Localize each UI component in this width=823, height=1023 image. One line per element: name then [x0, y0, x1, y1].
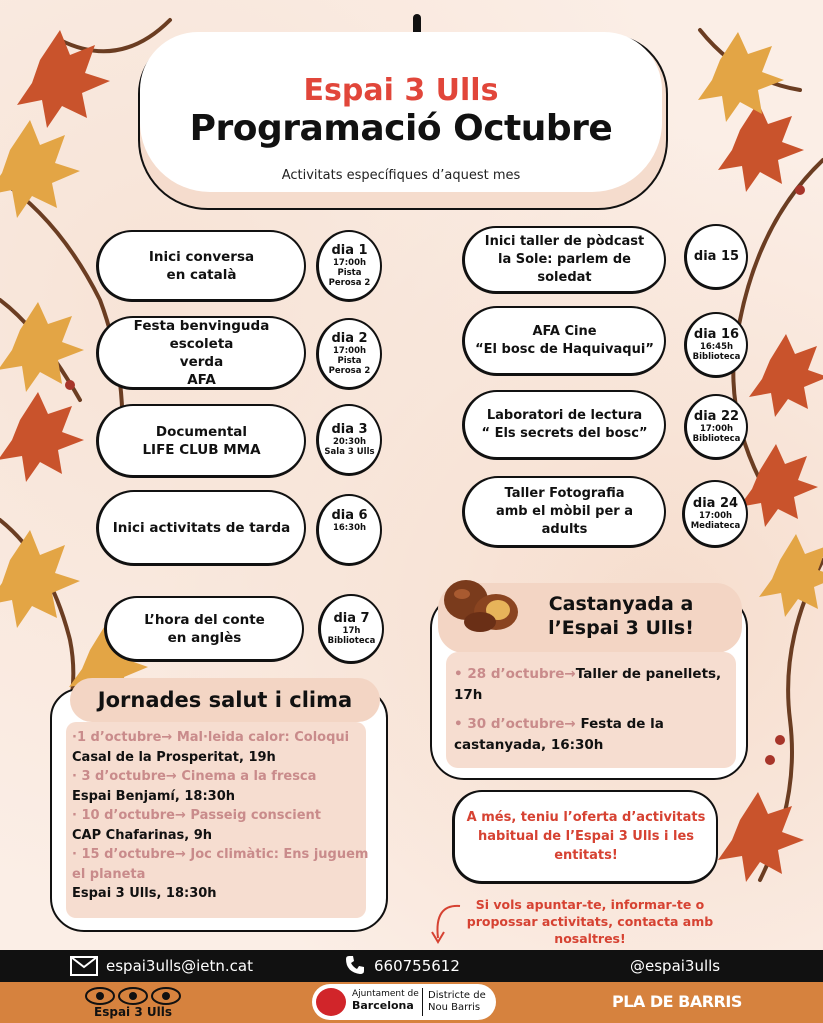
page-subtitle: Activitats específiques d’aquest mes: [281, 168, 521, 183]
pla-de-barris-logo: PLA DE BARRIS: [612, 992, 742, 1011]
jornades-item-place: Casal de la Prosperitat, 19h: [72, 749, 276, 765]
phone-icon: [344, 954, 366, 976]
ajuntament-text: [352, 989, 419, 1011]
event-day: dia 3: [331, 422, 368, 437]
castanyada-item: [454, 664, 734, 706]
event-day: dia 24: [692, 496, 739, 511]
jornades-item-date: · 10 d’octubre→ Passeig conscient: [72, 808, 321, 823]
event-line: verda: [179, 353, 224, 370]
event-place: Perosa 2: [328, 366, 371, 376]
event-line: Festa benvinguda escoleta: [133, 317, 270, 352]
event-pill-right-2: [462, 306, 666, 376]
jornades-item: [72, 806, 372, 845]
event-day: dia 1: [331, 243, 368, 258]
castanyada-title: [508, 592, 734, 640]
jornades-list: [72, 728, 372, 904]
event-line: “El bosc de Haquivaqui”: [475, 341, 654, 357]
event-line: Inici taller de pòdcast: [484, 233, 645, 249]
event-place: Pista: [337, 268, 362, 278]
jornades-item: [72, 728, 372, 767]
social-handle[interactable]: @espai3ulls: [630, 957, 721, 975]
event-pill-left-1: [96, 230, 306, 302]
castanyada-item-text: Taller de panellets, 17h: [454, 666, 722, 703]
event-line: Laboratori de lectura: [486, 407, 643, 423]
phone-link[interactable]: 660755612: [374, 957, 460, 975]
event-day: dia 2: [331, 331, 368, 346]
jornades-item-place: Espai Benjamí, 18:30h: [72, 788, 235, 804]
ajuntament-line: Barcelona: [352, 999, 414, 1012]
barcelona-shield-icon: [316, 988, 346, 1016]
castanyada-item-text: Festa de la castanyada, 16:30h: [454, 716, 664, 753]
castanyada-title-line: l’Espai 3 Ulls!: [548, 617, 694, 639]
event-pill-left-2: [96, 316, 306, 390]
email-link[interactable]: espai3ulls@ietn.cat: [106, 957, 253, 975]
castanyada-item-date: • 30 d’octubre→: [454, 716, 576, 732]
event-date-left-2: [316, 318, 382, 390]
event-line: “ Els secrets del bosc”: [481, 425, 648, 441]
event-place: Mediateca: [690, 521, 741, 531]
event-day: dia 22: [693, 409, 740, 424]
contact-text: Si vols apuntar-te, informar-te o propossar activitats, contacta amb nosaltres!: [466, 897, 714, 946]
event-date-left-3: [316, 404, 382, 476]
event-day: dia 7: [333, 611, 370, 626]
event-time: 17:00h: [332, 346, 367, 356]
event-line: Inici activitats de tarda: [112, 519, 291, 536]
event-day: dia 6: [331, 508, 368, 523]
event-line: Taller Fotografia: [504, 485, 625, 501]
castanyada-title-line: Castanyada a: [548, 593, 694, 615]
event-pill-right-3: [462, 390, 666, 460]
curved-arrow-icon: [424, 898, 464, 948]
event-date-left-5: [318, 594, 384, 664]
event-line: AFA Cine: [532, 323, 597, 339]
event-line: Inici conversa: [148, 248, 255, 265]
districte-text: [428, 990, 486, 1014]
event-pill-right-1: [462, 226, 666, 294]
event-line: en català: [166, 266, 237, 283]
event-date-right-1: [684, 224, 748, 290]
event-line: LIFE CLUB MMA: [142, 441, 261, 458]
jornades-item-place: CAP Chafarinas, 9h: [72, 827, 213, 843]
ajuntament-line: Ajuntament de: [352, 989, 419, 999]
event-date-right-3: [684, 394, 748, 460]
event-line: Documental: [155, 423, 248, 440]
castanyada-item-date: • 28 d’octubre→: [454, 666, 576, 682]
event-place: Biblioteca: [692, 352, 741, 362]
event-time: 17:00h: [698, 511, 733, 521]
event-time: 20:30h: [332, 437, 367, 447]
jornades-item: [72, 767, 372, 806]
event-line: L’hora del conte: [144, 611, 265, 628]
event-place: Biblioteca: [692, 434, 741, 444]
event-date-right-4: [682, 480, 748, 548]
page-title: Programació Octubre: [189, 108, 613, 149]
event-line: AFA: [187, 371, 216, 388]
event-day: dia 15: [693, 249, 740, 264]
logo-divider: [422, 988, 423, 1016]
event-place: Sala 3 Ulls: [324, 447, 375, 457]
event-line: la Sole: parlem de soledat: [497, 251, 631, 285]
jornades-item-place: Espai 3 Ulls, 18:30h: [72, 886, 217, 901]
districte-line: Districte de: [428, 990, 486, 1001]
event-date-left-4: [316, 494, 382, 566]
jornades-title: Jornades salut i clima: [97, 688, 353, 712]
org-name: Espai 3 Ulls: [303, 73, 499, 108]
event-place: Perosa 2: [328, 278, 371, 288]
event-pill-right-4: [462, 476, 666, 548]
jornades-item-date: · 3 d’octubre→ Cinema a la fresca: [72, 769, 317, 784]
jornades-item: [72, 845, 372, 904]
castanyada-item: [454, 714, 734, 756]
logo-label: Espai 3 Ulls: [94, 1005, 172, 1019]
event-line: amb el mòbil per a adults: [495, 503, 633, 537]
espai-3-ulls-logo-icon: [84, 985, 182, 1007]
event-time: 17:00h: [699, 424, 734, 434]
jornades-item-date: · 15 d’octubre→ Joc climàtic: Ens juguem el planeta: [72, 847, 369, 882]
event-pill-left-3: [96, 404, 306, 478]
event-pill-left-4: [96, 490, 306, 566]
event-time: 16:45h: [699, 342, 734, 352]
mail-icon: [70, 956, 98, 976]
jornades-item-date: ·1 d’octubre→ Mal·leida calor: Coloqui: [72, 730, 350, 745]
event-time: 16:30h: [332, 523, 367, 533]
event-date-left-1: [316, 230, 382, 302]
event-place: Pista: [337, 356, 362, 366]
event-date-right-2: [684, 312, 748, 378]
event-time: 17:00h: [332, 258, 367, 268]
castanyada-list: [454, 664, 734, 756]
note-text: A més, teniu l’oferta d’activitats habitual de l’Espai 3 Ulls i les entitats!: [466, 810, 706, 863]
districte-line: Nou Barris: [428, 1002, 481, 1013]
event-line: en anglès: [167, 629, 242, 646]
event-day: dia 16: [693, 327, 740, 342]
event-pill-left-5: [104, 596, 304, 662]
event-time: 17h: [342, 626, 361, 636]
event-place: Biblioteca: [327, 636, 376, 646]
